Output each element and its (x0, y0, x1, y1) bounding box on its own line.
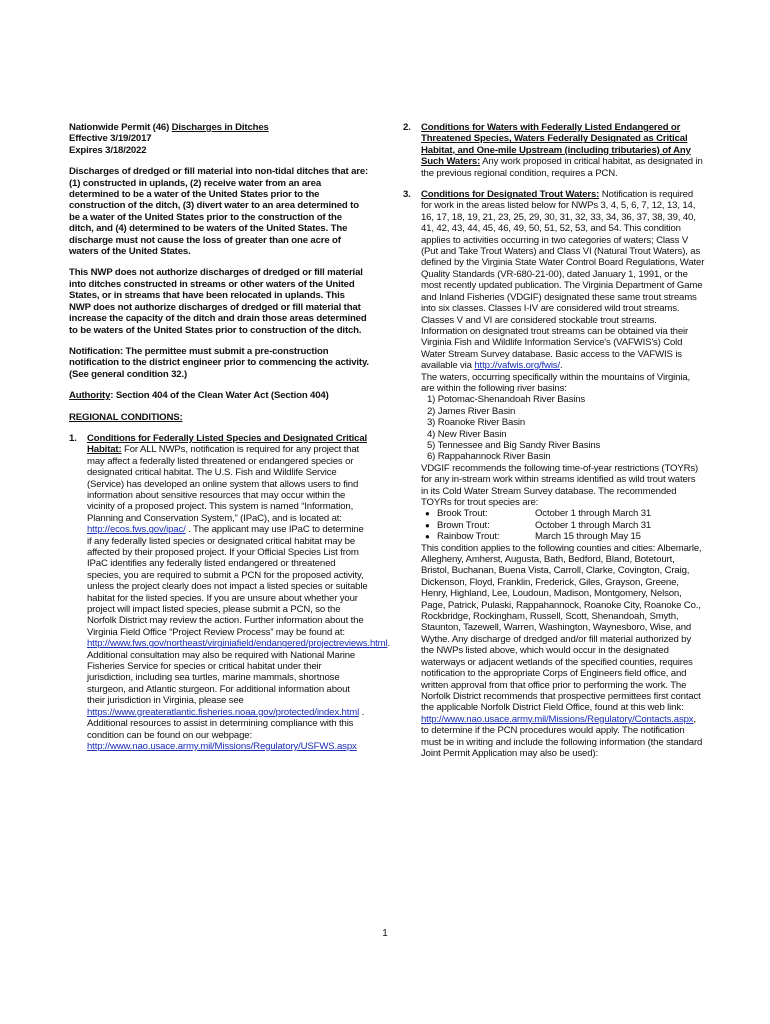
toyr-item (421, 520, 705, 531)
expires-date: Expires 3/18/2022 (69, 144, 147, 156)
condition-2-number: 2. (403, 122, 411, 133)
toyr-item (421, 531, 705, 542)
river-basin-item: 4) New River Basin (427, 428, 507, 440)
usfws-webpage-link[interactable]: http://www.nao.usace.army.mil/Missions/Regulatory/USFWS.aspx (87, 740, 357, 752)
toyr-list (421, 508, 705, 542)
condition-2 (403, 122, 705, 179)
toyr-dates: October 1 through March 31 (535, 508, 652, 520)
fws-project-review-link[interactable]: http://www.fws.gov/northeast/virginiafield/endangered/projectreviews.html (87, 638, 388, 650)
condition-1-text-b: . The applicant may use IPaC to determine if any federally listed species or designated critical habitat may be affected by their proposed project. If your Official Species List from IPaC identifies any federally listed endangered or threatened species, you are required to submit a PCN for the proposed activity, unless the project clearly does not impact a listed species or suitable habitat for the listed species. If you are unsure about whether your project will impact listed species, please submit a PCN, so the Norfolk District may review the action. Further information about the Virginia Field Office “Project Review Process” may be found at: (87, 524, 368, 638)
river-basin-item: 5) Tennessee and Big Sandy River Basins (427, 439, 601, 451)
condition-3-text-a: Notification is required for work in the areas listed below for NWPs 3, 4, 5, 6, 7, 12, 13, 14, 16, 17, 18, 19, 21, 23, 25, 29, 30, 31, 32, 33, 34, 36, 37, 38, 39, 40, 41, 42, 43, 44, 45, 46, 49, 50, 51, 52, 53, and 54. This condition applies to activities occurring in two categories of waters; Class V (Put and Take Trout Waters) and Class VI (Natural Trout Waters), as defined by the Virginia State Water Control Board Regulations, Water Quality Standards (VR-680-21-00), dated January 1, 1991, or the most recently updated publication. The Virginia Department of Game and Inland Fisheries (VDGIF) designated these same trout streams into six classes. Classes I-IV are considered wild trout streams. Classes V and VI are considered stockable trout streams. Information on designated trout streams can be obtained via their Virginia Fish and Wildlife Information Service's (VAFWIS's) Cold Water Stream Survey database. Basic access to the VAFWIS is available via (421, 189, 705, 372)
toyr-dates: March 15 through May 15 (535, 531, 641, 543)
page-number: 1 (382, 928, 388, 939)
regional-conditions-heading: REGIONAL CONDITIONS: (69, 411, 183, 423)
permit-title-name: Discharges in Ditches (171, 122, 269, 133)
condition-1-text-d: . Additional resources to assist in determining compliance with this condition can be found on our webpage: (87, 706, 365, 741)
bullet-icon: ● (425, 509, 430, 519)
river-basin-item: 2) James River Basin (427, 405, 516, 417)
intro-paragraph: Discharges of dredged or fill material into non-tidal ditches that are: (1) constructed in uplands, (2) receive water from an area determined to be a water of the United States prior to the construction of the ditch, (3) divert water to an area determined to be a water of the United States prior to the construction of the ditch, and (4) determined to be waters of the United States. The discharge must not cause the loss of greater than one acre of waters of the United States. (69, 166, 369, 258)
restriction-paragraph: This NWP does not authorize discharges of dredged or fill material into ditches constructed in streams or other waters of the United States, or in streams that have been relocated in uplands. This NWP does not authorize discharges of dredged or fill material that increase the capacity of the ditch and drain those areas determined to be waters of the United States prior to construction of the ditch. (69, 267, 367, 336)
counties-text-end: , to determine if the PCN procedures would apply. The notification must be in writing and include the following information (the standard Joint Permit Application may also be used): (421, 713, 703, 759)
condition-1-text-a: For ALL NWPs, notification is required for any project that may affect a federally listed threatened or endangered species or designated critical habitat. The U.S. Fish and Wildlife Service (Service) has developed an online system that allows users to find information about sensitive resources that may occur within the vicinity of a proposed project. This system is named “Information, Planning and Conservation System,” (IPaC), and is located at: (87, 444, 360, 524)
condition-3-text-b: . (559, 360, 563, 372)
toyr-item (421, 508, 705, 519)
authority-line (69, 390, 369, 401)
condition-2-title: Conditions for Waters with Federally Listed Endangered or Threatened Species, Waters Federally Designated as Critical Habitat, and One-mile Upstream (including tributaries) of Any Such Waters: (421, 122, 691, 168)
left-column (69, 122, 390, 752)
condition-3-title: Conditions for Designated Trout Waters: (421, 189, 600, 201)
condition-3-number: 3. (403, 189, 411, 201)
toyr-species: Brown Trout: (437, 519, 490, 531)
condition-3-basins-intro: The waters, occurring specifically within the mountains of Virginia, are within the following river basins: (421, 371, 691, 394)
authority-text: : Section 404 of the Clean Water Act (Section 404) (110, 390, 329, 402)
right-column (403, 122, 705, 759)
condition-2-text: Any work proposed in critical habitat, as designated in the previous regional condition, requires a PCN. (421, 156, 703, 179)
river-basin-item: 1) Potomac-Shenandoah River Basins (427, 394, 586, 406)
vafwis-link[interactable]: http://vafwis.org/fwis/ (474, 360, 560, 372)
regulatory-contacts-link[interactable]: http://www.nao.usace.army.mil/Missions/Regulatory/Contacts.aspx (421, 713, 694, 725)
condition-1-number: 1. (69, 432, 77, 444)
toyr-species: Rainbow Trout: (437, 531, 500, 543)
effective-date: Effective 3/19/2017 (69, 133, 152, 145)
river-basin-item: 3) Roanoke River Basin (427, 417, 526, 429)
bullet-icon: ● (425, 520, 430, 530)
toyr-species: Brook Trout: (437, 508, 488, 520)
condition-1-title: Conditions for Federally Listed Species and Designated Critical Habitat: (87, 432, 368, 456)
condition-1 (69, 432, 390, 752)
toyr-dates: October 1 through March 31 (535, 519, 652, 531)
permit-title (69, 122, 369, 133)
counties-paragraph (421, 543, 705, 760)
ipac-link[interactable]: http://ecos.fws.gov/ipac/ (87, 524, 186, 536)
condition-1-text-c: . Additional consultation may also be required with National Marine Fisheries Service for species or critical habitat under their jurisdiction, including sea turtles, marine mammals, shortnose sturgeon, and Atlantic sturgeon. For additional information about their jurisdiction in Virginia, please see (87, 638, 390, 707)
condition-3 (403, 189, 705, 759)
toyr-intro: VDGIF recommends the following time-of-year restrictions (TOYRs) for any in-stream work within streams identified as wild trout waters in its Cold Water Stream Survey database. The recommended TOYRs for trout species are: (421, 462, 699, 508)
authority-label: Authority (69, 390, 111, 402)
counties-text: This condition applies to the following counties and cities: Albemarle, Allegheny, Amherst, Augusta, Bath, Bedford, Bland, Botetourt, Bristol, Buchanan, Buena Vista, Carroll, Clarke, Covington, Craig, Dickenson, Floyd, Franklin, Frederick, Giles, Grayson, Greene, Henry, Highland, Lee, Loudoun, Madison, Montgomery, Nelson, Page, Patrick, Pulaski, Rappahannock, Roanoke City, Roanoke Co., Rockbridge, Rockingham, Russell, Scott, Shenandoah, Smyth, Staunton, Tazewell, Warren, Washington, Waynesboro, Wise, and Wythe. Any discharge of dredged and/or fill material authorized by the NWPs listed above, which would occur in the designated waterways or adjacent wetlands of the specified counties, requires notification to the appropriate Corps of Engineers field office, and written approval from that office prior to performing the work. The Norfolk District recommends that prospective permittees first contact the applicable Norfolk District Field Office, found at this web link: (421, 542, 702, 714)
noaa-protected-link[interactable]: https://www.greateratlantic.fisheries.noaa.gov/protected/index.html (87, 706, 360, 718)
bullet-icon: ● (425, 532, 430, 542)
notification-paragraph: Notification: The permittee must submit a pre-construction notification to the district engineer prior to commencing the activity. (See general condition 32.) (69, 345, 369, 380)
river-basin-list (421, 394, 705, 462)
river-basin-item: 6) Rappahannock River Basin (427, 451, 551, 463)
permit-title-prefix: Nationwide Permit (46) (69, 122, 172, 133)
